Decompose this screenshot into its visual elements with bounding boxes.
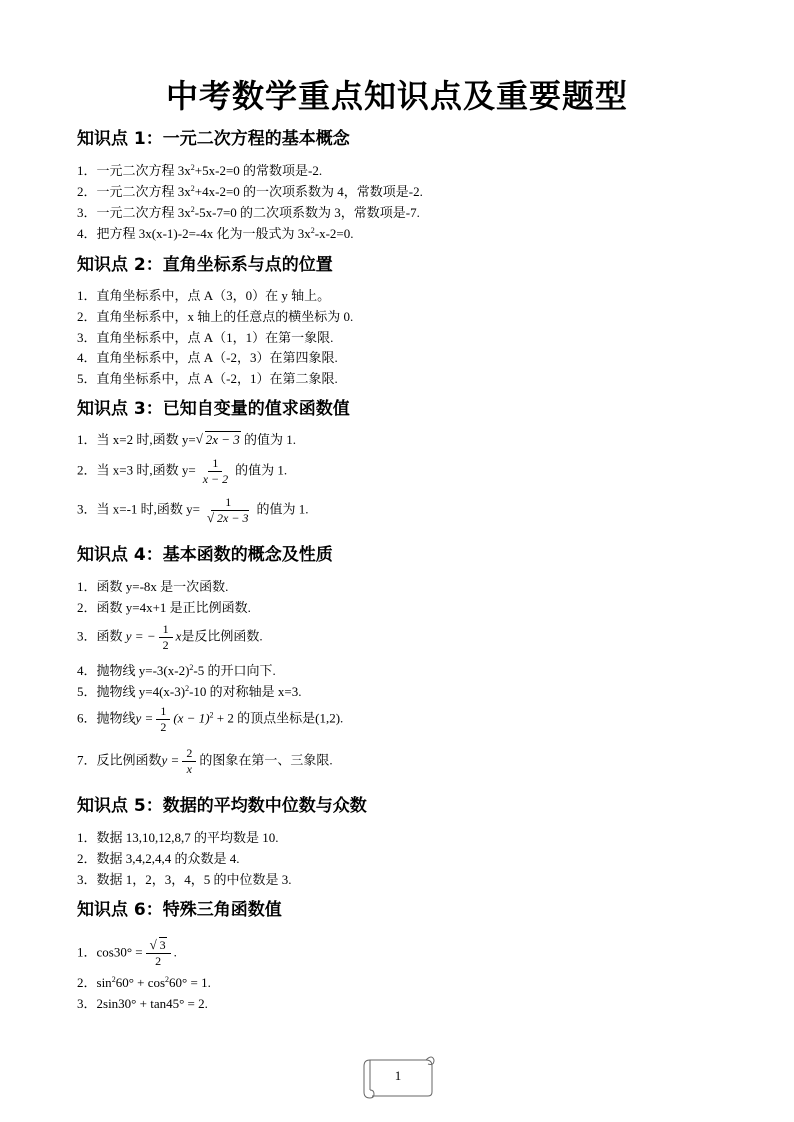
section-heading-4: 知识点 4：基本函数的概念及性质	[77, 545, 333, 565]
list-item: 2．当 x=3 时,函数 y= $\frac{1}{x - 2}$ 的值为 1.	[77, 456, 288, 486]
fraction: $\frac{2}{x}$	[182, 746, 196, 777]
list-item: 1．数据 13,10,12,8,7 的平均数是 10.	[77, 830, 279, 845]
list-item: 2．一元二次方程 $3x^2+4x-2=0$ 的一次项系数为 4，常数项是-2.	[77, 184, 423, 199]
section-heading-5: 知识点 5：数据的平均数中位数与众数	[77, 796, 367, 816]
list-item: 1．一元二次方程 $3x^2+5x-2=0$ 的常数项是-2.	[77, 163, 323, 178]
list-item: 2．$\sin^260^\circ + \cos^260^\circ = 1$.	[77, 975, 211, 990]
list-item: 2．数据 3,4,2,4,4 的众数是 4.	[77, 851, 240, 866]
list-item: 1．cos30° = √ $\frac{3}{2}$ .	[77, 938, 177, 969]
list-item: 4．抛物线 $y=-3(x-2)^2-5$ 的开口向下.	[77, 663, 276, 678]
section-heading-6: 知识点 6：特殊三角函数值	[77, 900, 282, 920]
list-item: 3．函数 y = − $\frac{1}{2}$ x是反比例函数.	[77, 622, 263, 652]
list-item: 2．函数 y=4x+1 是正比例函数.	[77, 600, 251, 615]
list-item: 3．2sin30° + tan45° = 2.	[77, 996, 208, 1011]
page-number: 1	[394, 1068, 402, 1083]
fraction: $\frac{1}{2}$	[156, 704, 170, 735]
fraction: 1 √ 2x − 3	[203, 495, 253, 526]
fraction: $\frac{1}{x - 2}$	[202, 456, 229, 486]
list-item: 5．抛物线 $y=4(x-3)^2-10$ 的对称轴是 x=3.	[77, 684, 302, 699]
list-item: 1．直角坐标系中，点 A（3，0）在 y 轴上。	[77, 288, 331, 303]
sqrt-expression: √ 2x − 3	[196, 431, 241, 449]
list-item: 1．函数 y=-8x 是一次函数.	[77, 579, 229, 594]
list-item: 3．直角坐标系中，点 A（1，1）在第一象限.	[77, 330, 334, 345]
list-item: 4．把方程 3x(x-1)-2=-4x 化为一般式为 $3x^2-x-2=0$.	[77, 226, 354, 241]
fraction: √ $\frac{3}{2}$	[146, 938, 171, 969]
list-item: 6．抛物线y = $\frac{1}{2}$ $(x - 1)^2 + 2$ 的顶点坐标是(1,2).	[77, 704, 344, 734]
section-heading-1: 知识点 1：一元二次方程的基本概念	[77, 129, 350, 149]
list-item: 3．一元二次方程 $3x^2-5x-7=0$ 的二次项系数为 3，常数项是-7.	[77, 205, 420, 220]
list-item: 4．直角坐标系中，点 A（-2，3）在第四象限.	[77, 350, 338, 365]
list-item: 3．当 x=-1 时,函数 y= 1 √ 2x − 3 的值为 1.	[77, 495, 308, 526]
section-heading-3: 知识点 3：已知自变量的值求函数值	[77, 399, 350, 419]
list-item: 1．当 x=2 时,函数 y=√ 2x − 3 的值为 1.	[77, 431, 296, 449]
list-item: 2．直角坐标系中，x 轴上的任意点的横坐标为 0.	[77, 309, 354, 324]
list-item: 5．直角坐标系中，点 A（-2，1）在第二象限.	[77, 371, 338, 386]
page-title: 中考数学重点知识点及重要题型	[165, 78, 628, 114]
fraction: $\frac{1}{2}$	[159, 622, 173, 653]
section-heading-2: 知识点 2：直角坐标系与点的位置	[77, 255, 333, 275]
list-item: 7．反比例函数y = $\frac{2}{x}$ 的图象在第一、三象限.	[77, 746, 333, 776]
list-item: 3．数据 1，2，3，4，5 的中位数是 3.	[77, 872, 292, 887]
